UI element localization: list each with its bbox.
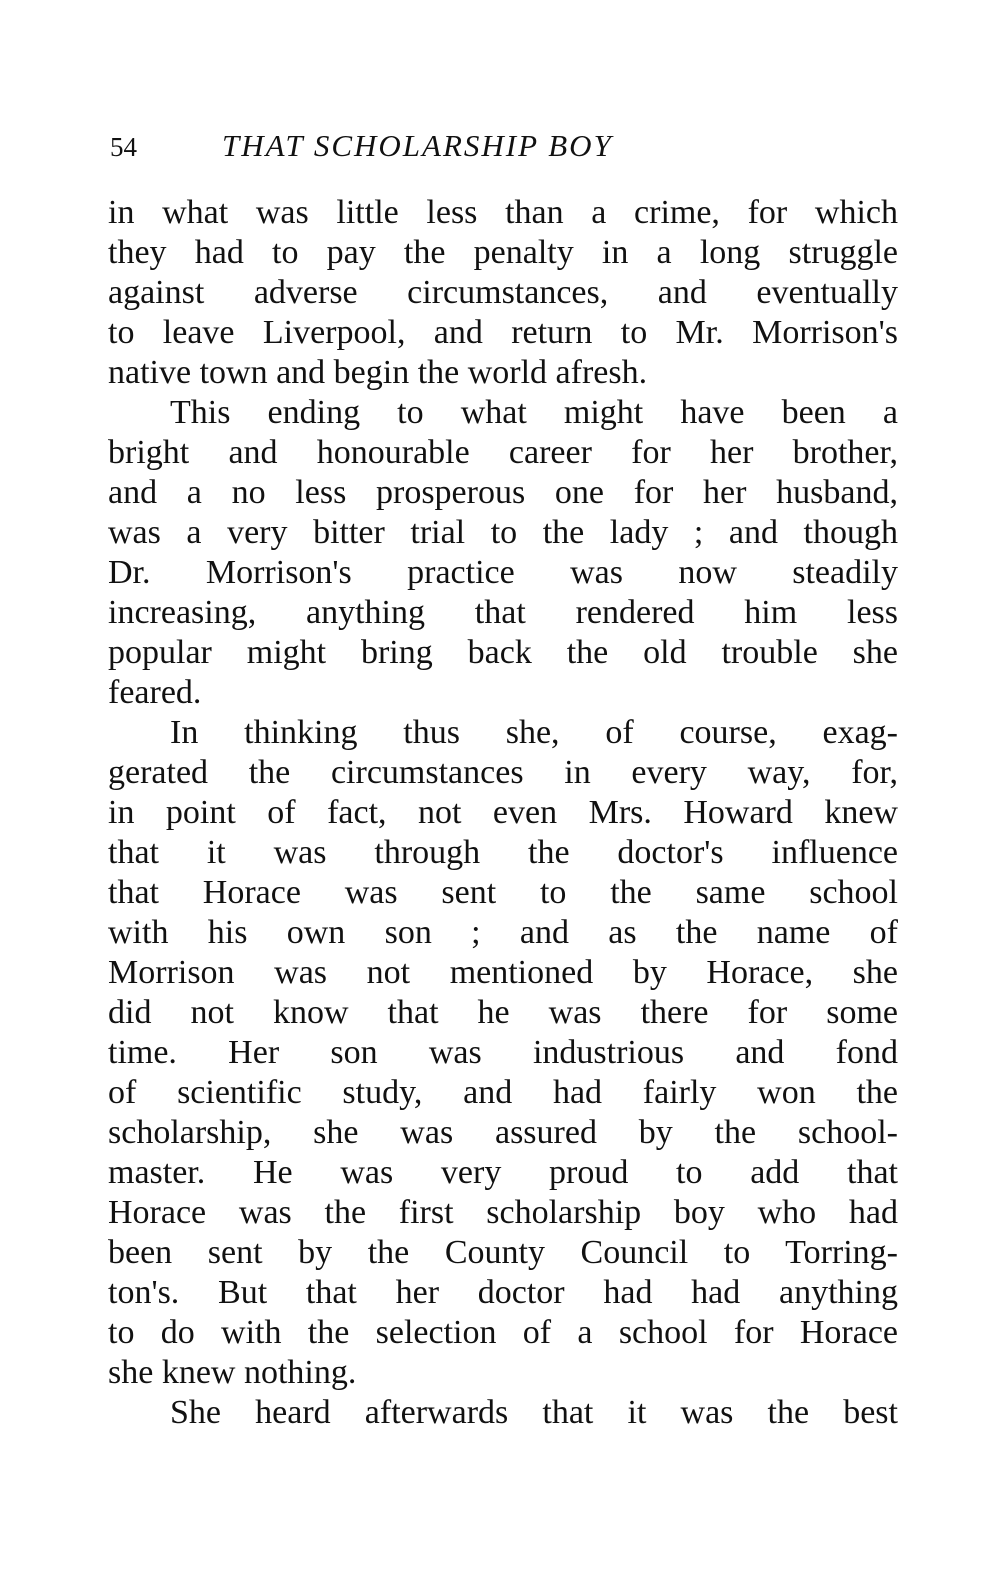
- text-line: scholarship, she was assured by the school-: [108, 1114, 898, 1151]
- paragraph: [108, 1393, 898, 1433]
- text-line: against adverse circumstances, and eventually: [108, 274, 898, 311]
- body-text: [108, 193, 898, 1433]
- text-line: ton's. But that her doctor had had anything: [108, 1274, 898, 1311]
- text-line: Horace was the first scholarship boy who had: [108, 1194, 898, 1231]
- text-line: to leave Liverpool, and return to Mr. Morrison's: [108, 314, 898, 351]
- text-line: Dr. Morrison's practice was now steadily: [108, 554, 898, 591]
- paragraph: [108, 713, 898, 1393]
- running-title: THAT SCHOLARSHIP BOY: [222, 128, 613, 163]
- paragraph: [108, 193, 898, 393]
- text-line: gerated the circumstances in every way, for,: [108, 754, 898, 791]
- text-line: of scientific study, and had fairly won the: [108, 1074, 898, 1111]
- text-line: This ending to what might have been a: [170, 394, 898, 431]
- page-header: [108, 128, 898, 168]
- text-line: She heard afterwards that it was the best: [170, 1394, 898, 1431]
- page-number: 54: [110, 132, 137, 162]
- text-line: native town and begin the world afresh.: [108, 354, 648, 391]
- text-line: that Horace was sent to the same school: [108, 874, 898, 911]
- text-line: Morrison was not mentioned by Horace, she: [108, 954, 898, 991]
- text-line: that it was through the doctor's influence: [108, 834, 898, 871]
- text-line: In thinking thus she, of course, exag-: [170, 714, 898, 751]
- text-line: and a no less prosperous one for her husband,: [108, 474, 898, 511]
- text-line: to do with the selection of a school for Horace: [108, 1314, 898, 1351]
- text-line: time. Her son was industrious and fond: [108, 1034, 898, 1071]
- text-line: bright and honourable career for her brother,: [108, 434, 898, 471]
- text-line: did not know that he was there for some: [108, 994, 898, 1031]
- text-line: in what was little less than a crime, for which: [108, 194, 898, 231]
- text-line: feared.: [108, 674, 202, 711]
- text-line: in point of fact, not even Mrs. Howard knew: [108, 794, 898, 831]
- text-line: they had to pay the penalty in a long struggle: [108, 234, 898, 271]
- text-line: with his own son ; and as the name of: [108, 914, 898, 951]
- text-line: she knew nothing.: [108, 1354, 357, 1391]
- text-line: popular might bring back the old trouble she: [108, 634, 898, 671]
- text-line: increasing, anything that rendered him less: [108, 594, 898, 631]
- text-line: been sent by the County Council to Torring-: [108, 1234, 898, 1271]
- text-line: master. He was very proud to add that: [108, 1154, 898, 1191]
- text-line: was a very bitter trial to the lady ; and though: [108, 514, 898, 551]
- paragraph: [108, 393, 898, 713]
